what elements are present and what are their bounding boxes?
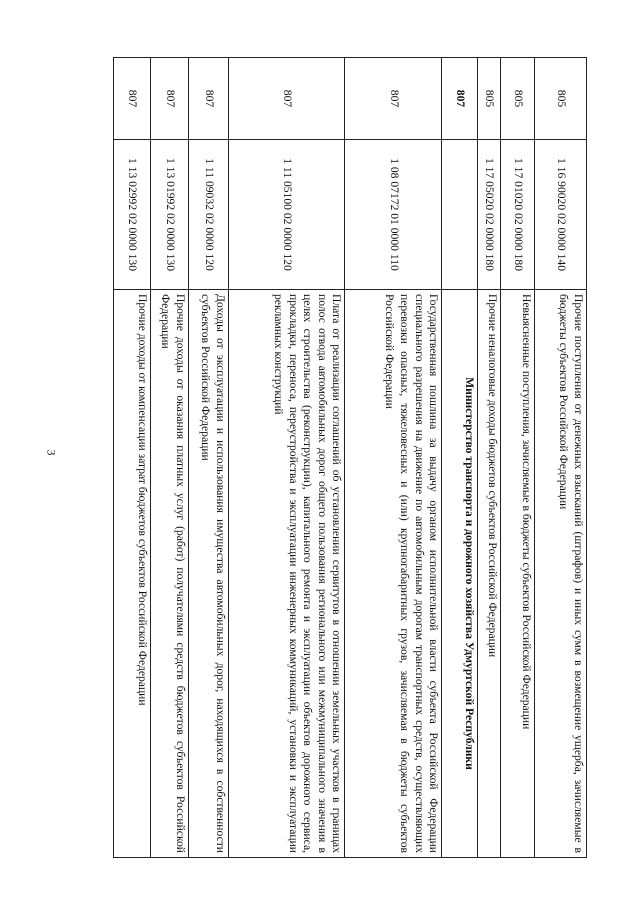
table-row bbox=[345, 58, 442, 858]
table-row bbox=[500, 58, 534, 858]
section-header-row bbox=[442, 58, 477, 858]
description-cell: Невыясненные поступления, зачисляемые в бюджеты субъектов Российской Федерации bbox=[500, 290, 534, 858]
kbk-code-cell: 1 17 01020 02 0000 180 bbox=[500, 140, 534, 290]
description-cell: Прочие поступления от денежных взысканий (штрафов) и иных сумм в возмещение ущерба, зачисляемые в бюджеты субъектов Российской Федерации bbox=[534, 290, 586, 858]
table-row bbox=[150, 58, 189, 858]
table-row bbox=[477, 58, 500, 858]
description-cell: Плата от реализации соглашений об установлении сервитутов в отношении земельных участков в границах полос отвода автомобильных дорог общего пользования регионального или межмуниципального значения в целях строительства (реконструкции), капитального ремонта и эксплуатации объектов дорожного сервиса, прокладки, переноса, переустройства и эксплуатации инженерных коммуникаций, установки и эксплуатации рекламных конструкций bbox=[228, 290, 345, 858]
admin-code-cell: 807 bbox=[345, 58, 442, 140]
kbk-code-cell: 1 13 01992 02 0000 130 bbox=[150, 140, 189, 290]
kbk-code-cell: 1 17 05020 02 0000 180 bbox=[477, 140, 500, 290]
kbk-code-cell: 1 13 02992 02 0000 130 bbox=[114, 140, 151, 290]
kbk-code-cell bbox=[442, 140, 477, 290]
table-row bbox=[534, 58, 586, 858]
admin-code-cell: 807 bbox=[114, 58, 151, 140]
description-cell: Прочие доходы от оказания платных услуг (работ) получателями средств бюджетов субъектов Российской Федерации bbox=[150, 290, 189, 858]
description-cell: Доходы от эксплуатации и использования имущества автомобильных дорог, находящихся в собственности субъектов Российской Федерации bbox=[189, 290, 229, 858]
admin-code-cell: 807 bbox=[228, 58, 345, 140]
page-number: 3 bbox=[44, 449, 59, 456]
description-cell: Прочие неналоговые доходы бюджетов субъектов Российской Федерации bbox=[477, 290, 500, 858]
admin-code-cell: 805 bbox=[477, 58, 500, 140]
admin-code-cell: 807 bbox=[442, 58, 477, 140]
admin-code-cell: 805 bbox=[534, 58, 586, 140]
admin-code-cell: 807 bbox=[150, 58, 189, 140]
admin-code-cell: 805 bbox=[500, 58, 534, 140]
table-row bbox=[189, 58, 229, 858]
description-cell: Прочие доходы от компенсации затрат бюджетов субъектов Российской Федерации bbox=[114, 290, 151, 858]
kbk-code-cell: 1 11 09032 02 0000 120 bbox=[189, 140, 229, 290]
revenue-codes-table bbox=[113, 57, 587, 858]
table-row bbox=[228, 58, 345, 858]
kbk-code-cell: 1 11 05100 02 0000 120 bbox=[228, 140, 345, 290]
table-row bbox=[114, 58, 151, 858]
admin-code-cell: 807 bbox=[189, 58, 229, 140]
kbk-code-cell: 1 08 07172 01 0000 110 bbox=[345, 140, 442, 290]
kbk-code-cell: 1 16 90020 02 0000 140 bbox=[534, 140, 586, 290]
ministry-header-cell: Министерство транспорта и дорожного хозяйства Удмуртской Республики bbox=[442, 290, 477, 858]
rotated-table-wrapper bbox=[113, 57, 587, 857]
description-cell: Государственная пошлина за выдачу органом исполнительной власти субъекта Российской Федерации специального разрешения на движение по автомобильным дорогам транспортных средств, осуществляющих перевозки опасных, тяжеловесных и (или) крупногабаритных грузов, зачисляемая в бюджеты субъектов Российской Федерации bbox=[345, 290, 442, 858]
